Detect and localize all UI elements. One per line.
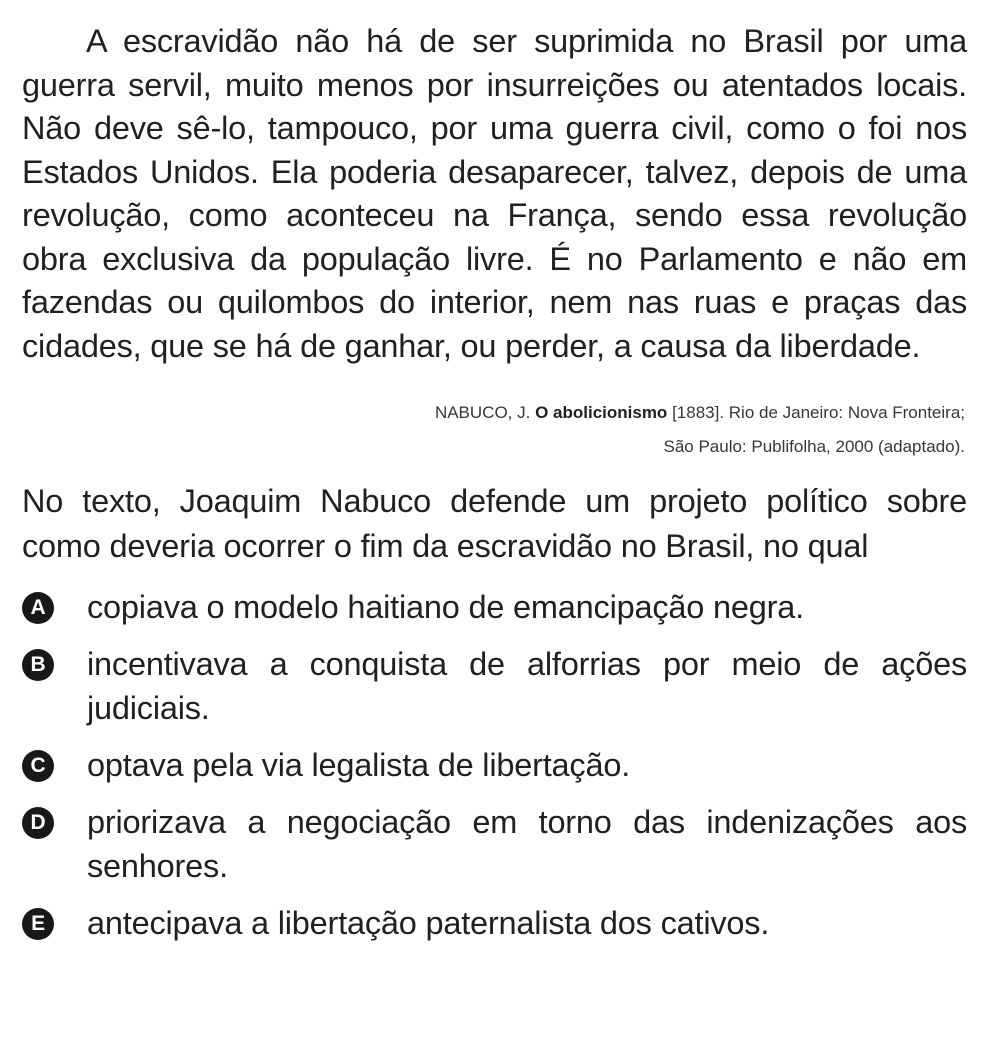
option-c-letter-badge: C bbox=[22, 750, 54, 782]
citation-line-2: São Paulo: Publifolha, 2000 (adaptado). bbox=[663, 437, 965, 456]
option-c-text: optava pela via legalista de libertação. bbox=[87, 747, 631, 783]
option-b-letter-badge: B bbox=[22, 649, 54, 681]
source-citation bbox=[22, 396, 967, 464]
option-e-letter-badge: E bbox=[22, 908, 54, 940]
option-b-text: incentivava a conquista de alforrias por meio de ações judiciais. bbox=[87, 646, 967, 726]
option-a-text: copiava o modelo haitiano de emancipação negra. bbox=[87, 589, 804, 625]
option-a-letter-badge: A bbox=[22, 592, 54, 624]
citation-title: O abolicionismo bbox=[535, 403, 668, 422]
option-c[interactable] bbox=[22, 743, 967, 787]
option-d-letter-badge: D bbox=[22, 807, 54, 839]
option-e[interactable] bbox=[22, 901, 967, 945]
option-e-text: antecipava a libertação paternalista dos cativos. bbox=[87, 905, 770, 941]
option-a[interactable] bbox=[22, 585, 967, 629]
answer-options bbox=[22, 585, 967, 945]
question-stem: No texto, Joaquim Nabuco defende um projeto político sobre como deveria ocorrer o fim da escravidão no Brasil, no qual bbox=[22, 483, 967, 564]
option-b[interactable] bbox=[22, 642, 967, 730]
option-d-text: priorizava a negociação em torno das indenizações aos senhores. bbox=[87, 804, 967, 884]
citation-details: [1883]. Rio de Janeiro: Nova Fronteira; bbox=[672, 403, 965, 422]
citation-author: NABUCO, J. bbox=[434, 403, 531, 422]
citation-line-1 bbox=[22, 396, 965, 430]
passage-text: A escravidão não há de ser suprimida no Brasil por uma guerra servil, muito menos por insurreições ou atentados locais. Não deve sê-lo, tampouco, por uma guerra civil, como o foi nos Estados Unidos. Ela poderia desaparecer, talvez, depois de uma revolução, como aconteceu na França, sendo essa revolução obra exclusiva da população livre. É no Parlamento e não em fazendas ou quilombos do interior, nem nas ruas e praças das cidades, que se há de ganhar, ou perder, a causa da liberdade. bbox=[22, 23, 967, 364]
option-d[interactable] bbox=[22, 800, 967, 888]
